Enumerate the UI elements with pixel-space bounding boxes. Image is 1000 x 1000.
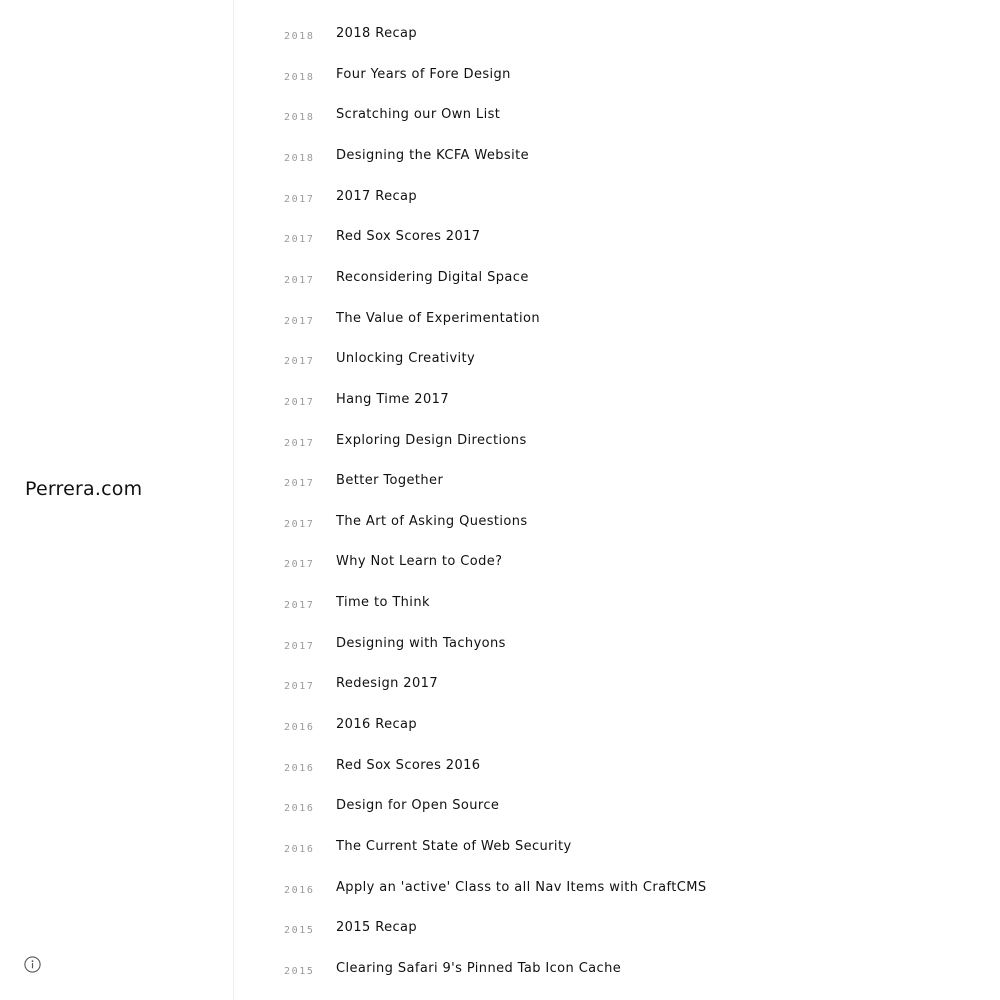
post-row xyxy=(235,267,1000,307)
post-title-link[interactable]: Designing with Tachyons xyxy=(336,635,506,651)
post-title-link[interactable]: Exploring Design Directions xyxy=(336,432,527,448)
post-year: 2016 xyxy=(284,844,315,855)
post-row xyxy=(235,23,1000,63)
post-title-link[interactable]: Apply an 'active' Class to all Nav Items with CraftCMS xyxy=(336,879,707,895)
post-archive xyxy=(235,0,1000,1000)
post-row xyxy=(235,795,1000,835)
post-year: 2016 xyxy=(284,762,315,774)
post-title-link[interactable]: 2018 Recap xyxy=(336,26,418,41)
post-title-link[interactable]: The Current State of Web Security xyxy=(336,839,572,854)
post-row xyxy=(235,430,1000,470)
post-title-link[interactable]: 2016 Recap xyxy=(336,717,418,733)
post-year: 2018 xyxy=(284,71,315,83)
post-row xyxy=(235,917,1000,957)
post-row xyxy=(235,64,1000,104)
post-row xyxy=(235,348,1000,388)
post-year: 2017 xyxy=(284,193,315,205)
post-year: 2017 xyxy=(284,681,315,693)
post-year: 2017 xyxy=(284,234,315,246)
post-row xyxy=(235,673,1000,713)
post-title-link[interactable]: Clearing Safari 9's Pinned Tab Icon Cache xyxy=(336,960,622,976)
post-title-link[interactable]: Scratching our Own List xyxy=(336,107,501,123)
post-title-link[interactable]: Red Sox Scores 2016 xyxy=(336,757,481,773)
post-year: 2016 xyxy=(284,803,315,815)
post-title-link[interactable]: Reconsidering Digital Space xyxy=(336,269,529,285)
info-icon[interactable] xyxy=(24,956,41,973)
post-year: 2017 xyxy=(284,640,315,652)
post-year: 2017 xyxy=(284,559,315,571)
post-row xyxy=(235,836,1000,876)
post-year: 2017 xyxy=(284,518,315,530)
post-row xyxy=(235,186,1000,226)
post-year: 2017 xyxy=(284,274,315,286)
post-title-link[interactable]: Time to Think xyxy=(336,595,430,611)
post-row xyxy=(235,511,1000,551)
sidebar xyxy=(0,0,234,1000)
post-title-link[interactable]: The Value of Experimentation xyxy=(336,310,540,326)
post-row xyxy=(235,308,1000,348)
post-title-link[interactable]: Hang Time 2017 xyxy=(336,391,449,407)
post-row xyxy=(235,470,1000,510)
post-title-link[interactable]: Designing the KCFA Website xyxy=(336,147,530,163)
post-row xyxy=(235,551,1000,591)
post-year: 2016 xyxy=(284,722,315,734)
post-year: 2018 xyxy=(284,152,315,164)
post-title-link[interactable]: Better Together xyxy=(336,473,444,489)
post-year: 2018 xyxy=(284,31,315,42)
post-title-link[interactable]: The Art of Asking Questions xyxy=(336,513,528,529)
post-title-link[interactable]: Four Years of Fore Design xyxy=(336,66,511,82)
post-title-link[interactable]: Red Sox Scores 2017 xyxy=(336,229,481,245)
post-year: 2016 xyxy=(284,884,315,896)
post-row xyxy=(235,592,1000,632)
post-year: 2015 xyxy=(284,925,315,937)
post-row xyxy=(235,145,1000,185)
post-row xyxy=(235,389,1000,429)
post-row xyxy=(235,877,1000,917)
post-year: 2017 xyxy=(284,315,315,327)
post-row xyxy=(235,714,1000,754)
post-row xyxy=(235,104,1000,144)
site-title-link[interactable]: Perrera.com xyxy=(25,478,143,500)
post-year: 2018 xyxy=(284,112,315,124)
post-title-link[interactable]: Design for Open Source xyxy=(336,798,500,814)
post-title-link[interactable]: Redesign 2017 xyxy=(336,676,438,692)
post-year: 2017 xyxy=(284,396,315,408)
post-row xyxy=(235,226,1000,266)
post-year: 2015 xyxy=(284,965,315,977)
post-row xyxy=(235,755,1000,795)
post-year: 2017 xyxy=(284,600,315,612)
post-title-link[interactable]: Unlocking Creativity xyxy=(336,351,476,367)
post-year: 2017 xyxy=(284,478,315,490)
post-row xyxy=(235,958,1000,998)
post-title-link[interactable]: 2015 Recap xyxy=(336,920,418,936)
post-year: 2017 xyxy=(284,356,315,368)
post-year: 2017 xyxy=(284,437,315,449)
post-row xyxy=(235,633,1000,673)
post-title-link[interactable]: Why Not Learn to Code? xyxy=(336,554,503,570)
post-title-link[interactable]: 2017 Recap xyxy=(336,188,418,204)
